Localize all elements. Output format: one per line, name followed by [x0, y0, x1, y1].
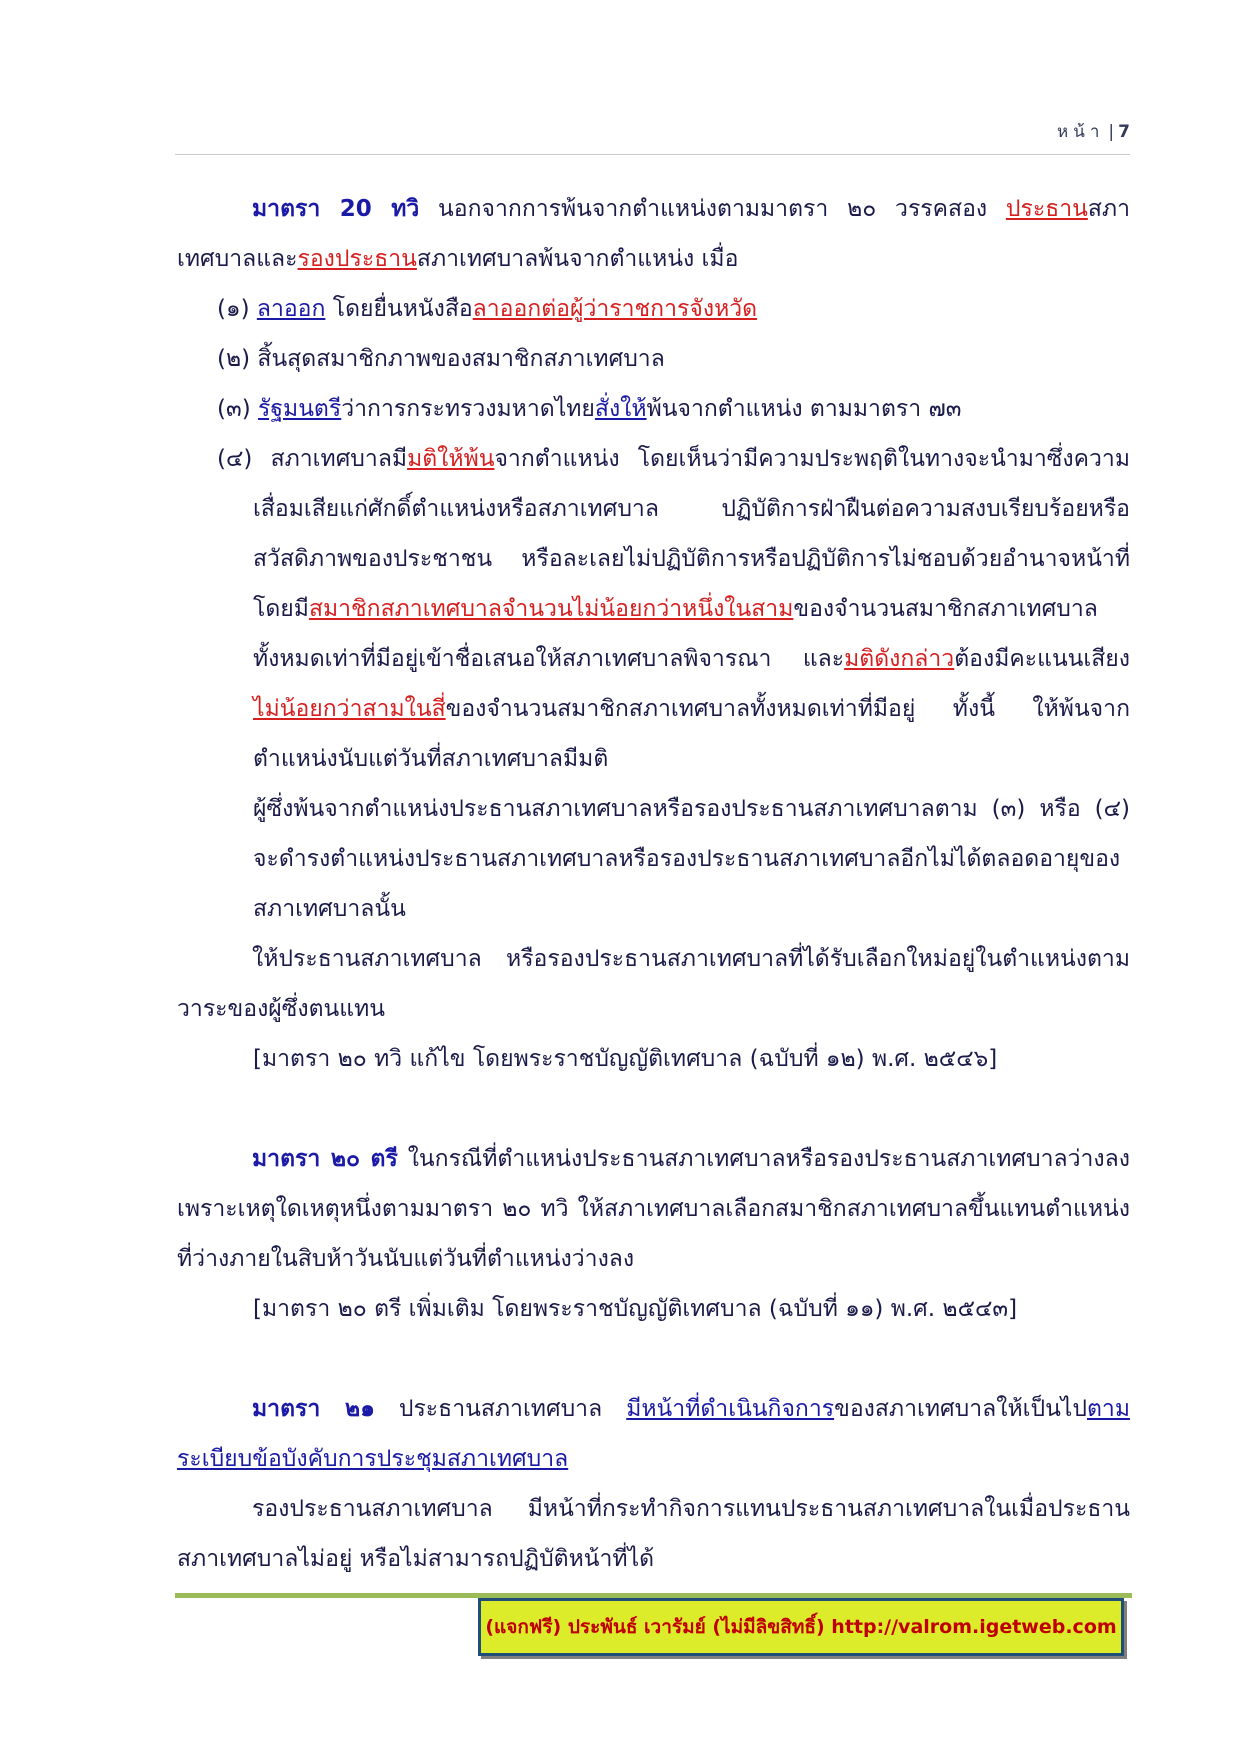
text-run: จากตำแหน่ง โดยเห็นว่ามีความประพฤติในทางจะนำมาซึ่งความเสื่อมเสียแก่ศักดิ์ตำแหน่งหรือสภาเทศบาล ปฏิบัติการฝ่าฝืนต่อความสงบเรียบร้อยหรือสวัสดิภาพของประชาชน หรือละเลยไม่ปฏิบัติการหรือปฏิบัติการไม่ชอบด้วยอำนาจหน้าที่ โดยมี — [253, 446, 1131, 622]
amendment-reference: [มาตรา ๒๐ ตรี เพิ่มเติม โดยพระราชบัญญัติเทศบาล (ฉบับที่ ๑๑) พ.ศ. ๒๕๔๓] — [253, 1296, 1018, 1322]
page-number: 7 — [1118, 122, 1130, 142]
highlight-link[interactable]: ไม่น้อยกว่าสามในสี่ — [253, 696, 446, 722]
highlight-link[interactable]: ลาออก — [256, 296, 326, 322]
list-item — [177, 284, 1130, 334]
paragraph: ผู้ซึ่งพ้นจากตำแหน่งประธานสภาเทศบาลหรือรองประธานสภาเทศบาลตาม (๓) หรือ (๔) จะดำรงตำแหน่งประธานสภาเทศบาลหรือรองประธานสภาเทศบาลอีกไม่ได้ตลอดอายุของสภาเทศบาลนั้น — [253, 796, 1130, 922]
list-item — [177, 434, 1130, 784]
highlight-link[interactable]: ประธาน — [1005, 196, 1088, 222]
text-run: ประธานสภาเทศบาล — [374, 1396, 627, 1422]
highlight-link[interactable]: ไม่น้อยกว่าหนึ่งในสาม — [572, 596, 794, 622]
highlight-link[interactable]: สั่งให้ — [594, 396, 647, 422]
text-run: นอกจากการพ้นจากตำแหน่งตามมาตรา ๒๐ วรรคสอง — [419, 196, 1006, 222]
text-run: ต้องมีคะแนนเสียง — [954, 646, 1130, 672]
highlight-link[interactable]: ลาออกต่อผู้ว่าราชการจังหวัด — [472, 296, 758, 322]
highlight-link[interactable]: รองประธาน — [297, 246, 417, 272]
page-label: หน้า — [1057, 122, 1105, 142]
section-20bis-intro — [177, 184, 1130, 284]
section-title: มาตรา 20 ทวิ — [252, 196, 420, 222]
highlight-link[interactable]: มติให้พ้น — [407, 446, 495, 472]
text-run: ของจำนวนสมาชิกสภาเทศบาลทั้งหมดเท่าที่มีอยู่ ทั้งนี้ ให้พ้นจากตำแหน่งนับแต่วันที่สภาเทศบาลมีมติ — [253, 696, 1130, 772]
page-header: หน้า | 7 — [1057, 122, 1130, 142]
text-run: สภาเทศบาลพ้นจากตำแหน่ง เมื่อ — [416, 246, 739, 272]
section-21 — [177, 1384, 1130, 1484]
highlight-link[interactable]: มีหน้าที่ดำเนินกิจการ — [626, 1396, 835, 1422]
text-run: โดยยื่นหนังสือ — [325, 296, 473, 322]
text-run: (๑) — [217, 296, 257, 322]
section-title: มาตรา ๒๑ — [252, 1396, 375, 1422]
text-run: ของจำนวนสมาชิกสภาเทศบาลทั้งหมดเท่าที่มีอยู่เข้าชื่อเสนอให้สภาเทศบาลพิจารณา และ — [253, 596, 1098, 672]
footer-credit[interactable]: (แจกฟรี) ประพันธ์ เวารัมย์ (ไม่มีลิขสิทธิ์) http://valrom.igetweb.com — [485, 1616, 1117, 1638]
text-run: พ้นจากตำแหน่ง ตามมาตรา ๗๓ — [646, 396, 962, 422]
footer-credit-box — [478, 1598, 1124, 1656]
spacer — [177, 1334, 1130, 1384]
list-item: (๒) สิ้นสุดสมาชิกภาพของสมาชิกสภาเทศบาล — [217, 346, 665, 372]
text-run: ในกรณีที่ตำแหน่งประธานสภาเทศบาลหรือรองประธานสภาเทศบาลว่างลงเพราะเหตุใดเหตุหนึ่งตามมาตรา ๒๐ ทวิ ให้สภาเทศบาลเลือกสมาชิกสภาเทศบาลขึ้นแทนตำแหน่งที่ว่างภายในสิบห้าวันนับแต่วันที่ตำแหน่งว่างลง — [177, 1146, 1130, 1272]
highlight-link[interactable]: สมาชิกสภาเทศบาลจำนวน — [308, 596, 573, 622]
text-run: (๔) สภาเทศบาลมี — [217, 446, 408, 472]
list-item — [177, 384, 1130, 434]
highlight-link[interactable]: รัฐมนตรี — [257, 396, 342, 422]
section-title: มาตรา ๒๐ ตรี — [252, 1146, 398, 1172]
section-20ter — [177, 1134, 1130, 1284]
highlight-link[interactable]: ตามระเบียบข้อบังคับการประชุมสภาเทศบาล — [177, 1396, 1130, 1472]
text-run: ว่าการกระทรวงมหาดไทย — [341, 396, 595, 422]
spacer — [177, 1084, 1130, 1134]
highlight-link[interactable]: มติดังกล่าว — [844, 646, 955, 672]
amendment-reference: [มาตรา ๒๐ ทวิ แก้ไข โดยพระราชบัญญัติเทศบาล (ฉบับที่ ๑๒) พ.ศ. ๒๕๔๖] — [253, 1046, 998, 1072]
paragraph: รองประธานสภาเทศบาล มีหน้าที่กระทำกิจการแทนประธานสภาเทศบาลในเมื่อประธานสภาเทศบาลไม่อยู่ หรือไม่สามารถปฏิบัติหน้าที่ได้ — [177, 1496, 1130, 1572]
text-run: สภาเทศบาลและ — [177, 196, 1130, 272]
document-body — [177, 184, 1130, 1584]
text-run: (๓) — [217, 396, 258, 422]
header-divider — [175, 154, 1130, 155]
paragraph: ให้ประธานสภาเทศบาล หรือรองประธานสภาเทศบาลที่ได้รับเลือกใหม่อยู่ในตำแหน่งตามวาระของผู้ซึ่งตนแทน — [177, 946, 1130, 1022]
text-run: ของสภาเทศบาลให้เป็นไป — [834, 1396, 1087, 1422]
